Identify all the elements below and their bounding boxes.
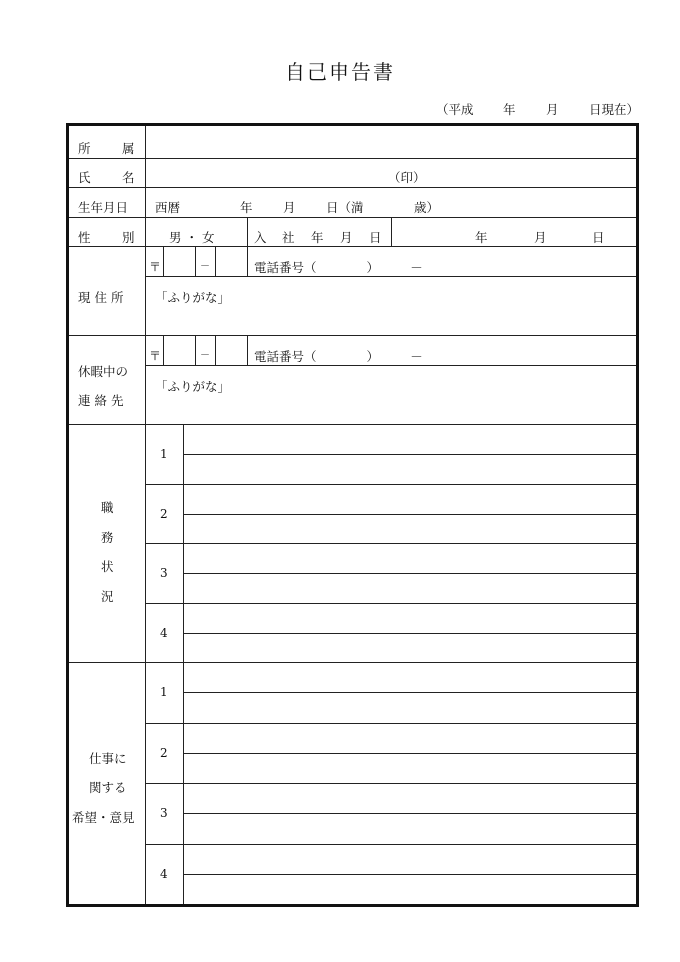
duty-row-number-3: 3	[160, 566, 168, 580]
birth-month: 月	[283, 200, 296, 215]
job-wishes-label-2: 関する	[89, 780, 127, 795]
join-month: 月	[534, 230, 547, 245]
row-divider	[69, 335, 636, 336]
wish-entry-3-line-1[interactable]	[185, 784, 635, 813]
birth-age-close: 歳）	[414, 200, 440, 215]
as-of-day: 日現在）	[589, 102, 640, 117]
vacation-furigana-label: 「ふりがな」	[155, 379, 231, 394]
seal-mark: （印）	[388, 170, 426, 185]
duty-entry-2-line-2[interactable]	[185, 515, 635, 544]
vacation-postal-code-input[interactable]	[164, 336, 247, 365]
wish-row-number-4: 4	[160, 866, 168, 881]
address-furigana-label: 「ふりがな」	[155, 290, 231, 305]
wish-entry-2-line-2[interactable]	[185, 754, 635, 783]
duty-row-number-2: 2	[160, 506, 168, 521]
duty-status-label-4: 況	[101, 589, 114, 604]
birth-date-field[interactable]	[146, 188, 636, 217]
as-of-era: （平成	[436, 102, 474, 117]
duty-entry-3-line-2[interactable]	[185, 574, 635, 603]
duty-entry-1-line-1[interactable]	[185, 425, 635, 454]
gender-label-1: 性	[78, 230, 91, 245]
cell-divider	[247, 217, 248, 246]
postal-dash: －	[200, 261, 210, 272]
join-label-5: 日	[369, 230, 382, 245]
as-of-month: 月	[546, 102, 559, 117]
vacation-contact-label-2: 連 絡 先	[78, 393, 124, 408]
affiliation-field[interactable]	[146, 126, 636, 158]
join-label-2: 社	[282, 230, 295, 245]
gender-label-2: 別	[122, 230, 135, 245]
row-divider	[69, 246, 636, 247]
address-phone-label: 電話番号（ ） －	[254, 260, 423, 275]
wish-row-number-1: 1	[160, 685, 168, 699]
address-postal-code-input[interactable]	[164, 247, 247, 276]
wish-entry-2-line-1[interactable]	[185, 724, 635, 753]
address-input[interactable]	[146, 277, 636, 335]
name-label-1: 氏	[78, 170, 91, 185]
join-year: 年	[475, 230, 488, 245]
duty-row-number-4: 4	[160, 625, 168, 640]
wish-entry-4-line-2[interactable]	[185, 875, 635, 904]
vacation-postal-mark: 〒	[149, 349, 162, 363]
job-wishes-label-1: 仕事に	[89, 751, 127, 766]
affiliation-label-2: 属	[122, 141, 135, 156]
label-column-divider	[145, 126, 146, 904]
vacation-contact-label-1: 休暇中の	[78, 364, 129, 379]
birth-year: 年	[240, 200, 253, 215]
page-title: 自己申告書	[285, 60, 395, 84]
duty-status-label-2: 務	[101, 530, 114, 545]
address-label: 現 住 所	[78, 290, 124, 305]
duty-status-label-1: 職	[101, 500, 114, 515]
join-label-3: 年	[311, 230, 324, 245]
birth-calendar: 西暦	[155, 200, 181, 215]
affiliation-label-1: 所	[78, 141, 91, 156]
name-label-2: 名	[122, 170, 135, 185]
join-day: 日	[592, 230, 605, 245]
self-report-form	[66, 123, 639, 907]
duty-status-label-3: 状	[101, 559, 114, 574]
vacation-postal-dash: －	[200, 350, 210, 361]
wish-entry-1-line-2[interactable]	[185, 693, 635, 722]
wish-entry-3-line-2[interactable]	[185, 814, 635, 843]
birth-day-age-open: 日（満	[326, 200, 364, 215]
wish-row-number-2: 2	[160, 745, 168, 760]
postal-box-divider	[247, 246, 248, 276]
duty-entry-1-line-2[interactable]	[185, 455, 635, 484]
duty-row-number-1: 1	[160, 447, 168, 461]
birth-date-label: 生年月日	[78, 200, 129, 215]
postal-box-divider	[247, 335, 248, 365]
postal-mark: 〒	[149, 260, 162, 274]
wish-entry-1-line-1[interactable]	[185, 663, 635, 692]
as-of-year: 年	[503, 102, 516, 117]
join-label-4: 月	[340, 230, 353, 245]
vacation-address-input[interactable]	[146, 366, 636, 424]
wish-entry-4-line-1[interactable]	[185, 845, 635, 874]
job-wishes-label-3: 希望・意見	[72, 810, 135, 825]
gender-choice[interactable]: 男 ・ 女	[169, 230, 215, 245]
vacation-phone-label: 電話番号（ ） －	[254, 349, 423, 364]
duty-entry-4-line-1[interactable]	[185, 604, 635, 633]
duty-entry-3-line-1[interactable]	[185, 544, 635, 573]
duty-entry-2-line-1[interactable]	[185, 485, 635, 514]
join-label-1: 入	[254, 230, 267, 245]
wish-row-number-3: 3	[160, 806, 168, 820]
duty-entry-4-line-2[interactable]	[185, 634, 635, 663]
